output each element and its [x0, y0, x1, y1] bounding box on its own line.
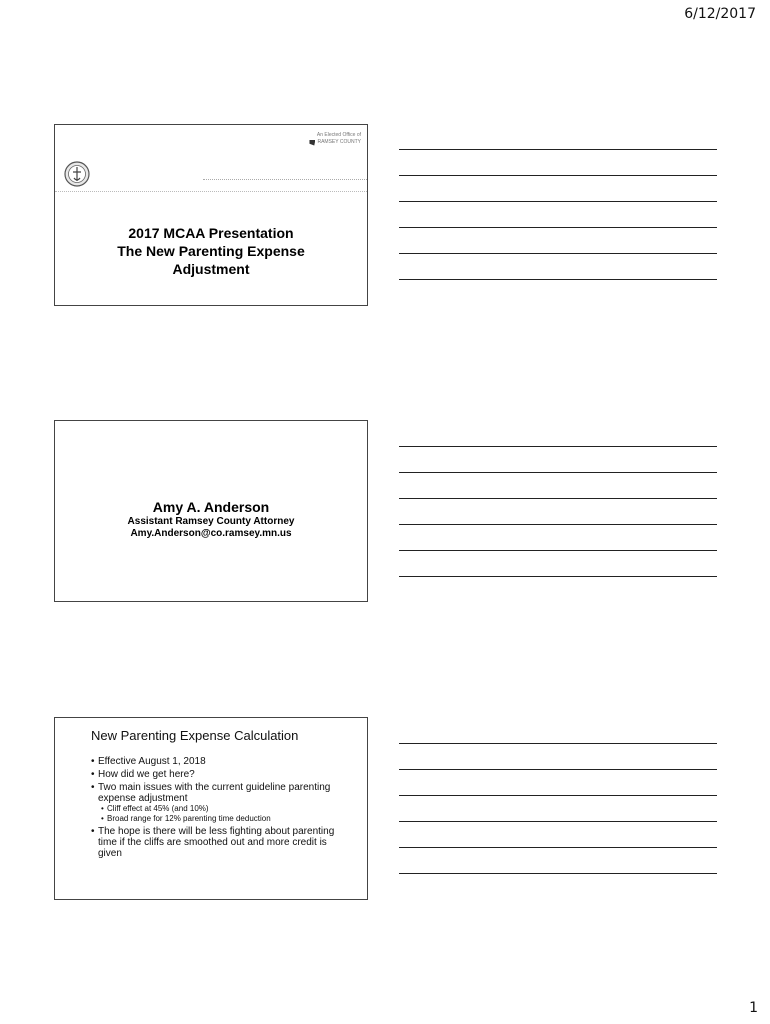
title-line: Adjustment [172, 261, 250, 277]
slide-3-title: New Parenting Expense Calculation [91, 728, 299, 743]
note-line [399, 550, 717, 551]
presenter-name: Amy A. Anderson [152, 499, 270, 515]
bullet-list [91, 756, 349, 861]
presenter-role: Assistant Ramsey County Attorney [127, 516, 295, 527]
note-line [399, 873, 717, 874]
office-line-2: RAMSEY COUNTY [317, 139, 361, 145]
sub-bullet-item: • Cliff effect at 45% (and 10%) [91, 804, 349, 814]
note-line [399, 498, 717, 499]
office-line-1: An Elected Office of [316, 132, 361, 138]
note-line [399, 446, 717, 447]
slide-1 [54, 124, 368, 306]
slide-3 [54, 717, 368, 900]
note-line [399, 227, 717, 228]
note-line [399, 472, 717, 473]
presenter-block [55, 499, 367, 540]
note-line [399, 769, 717, 770]
slide-2 [54, 420, 368, 602]
header-rule [203, 179, 367, 180]
note-line [399, 524, 717, 525]
note-line [399, 795, 717, 796]
office-tag [309, 132, 361, 146]
slide-1-title [55, 224, 367, 278]
title-line: The New Parenting Expense [117, 243, 305, 259]
county-logo-icon [309, 140, 315, 146]
note-line [399, 253, 717, 254]
bullet-item: • Effective August 1, 2018 [91, 756, 349, 767]
page-date: 6/12/2017 [684, 6, 756, 22]
note-line [399, 175, 717, 176]
note-line [399, 279, 717, 280]
bullet-item: • The hope is there will be less fighting about parenting time if the cliffs are smoothed out and more credit is given [91, 826, 349, 859]
office-logo-row [309, 139, 361, 146]
note-line [399, 821, 717, 822]
title-line: 2017 MCAA Presentation [128, 225, 294, 241]
county-seal-icon [64, 161, 90, 187]
note-line [399, 201, 717, 202]
note-line [399, 576, 717, 577]
bullet-item: • Two main issues with the current guideline parenting expense adjustment [91, 782, 349, 804]
bullet-item: • How did we get here? [91, 769, 349, 780]
header-rule-lower [55, 191, 367, 192]
sub-bullet-item: • Broad range for 12% parenting time deduction [91, 814, 349, 824]
note-line [399, 847, 717, 848]
presenter-email: Amy.Anderson@co.ramsey.mn.us [130, 528, 292, 539]
note-line [399, 743, 717, 744]
note-line [399, 149, 717, 150]
page-number: 1 [749, 1000, 758, 1016]
